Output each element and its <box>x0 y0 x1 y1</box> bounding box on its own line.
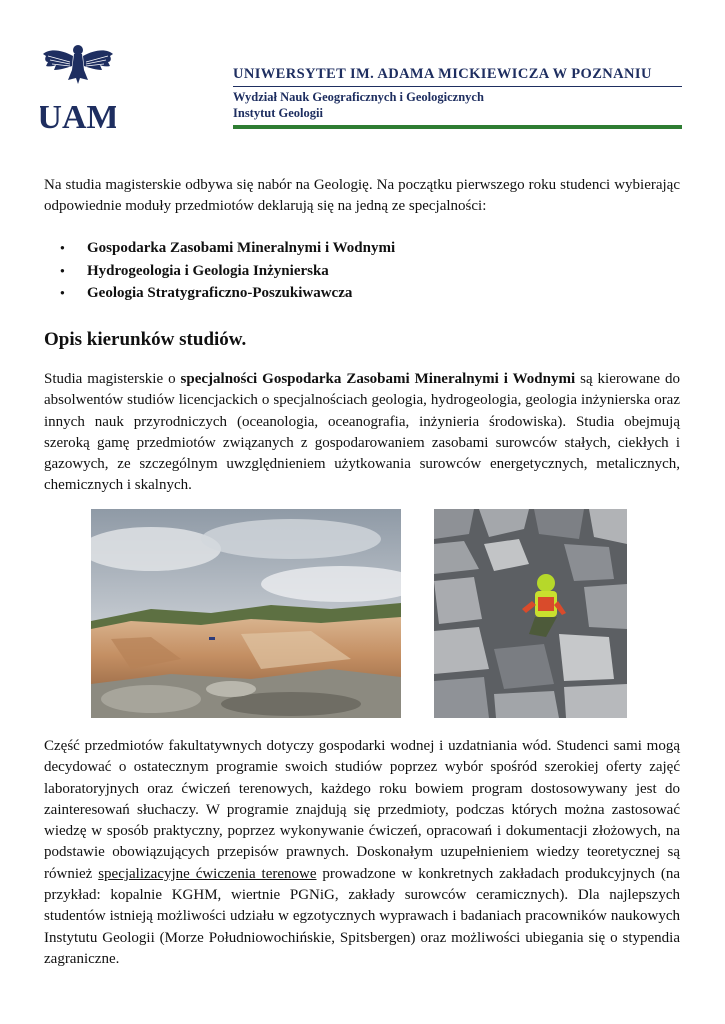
description-suffix: są kierowane do absolwentów studiów licencjackich o specjalnościach geologia, hydrogeologia, geologia inżynierska oraz innych nauk przyrodniczych (oceanologia, oceanografia, inżynieria środowiska). Studia obejmują szeroką gamę przedmiotów związanych z gospodarowaniem zasobami surowców stałych, ciekłych i gazowych, ze szczególnym uwzględnieniem użytkowania surowców energetycznych, metalicznych, chemicznych i skalnych. <box>44 371 680 494</box>
logo-lettering: UAM <box>40 99 116 132</box>
quarry-photo <box>91 509 401 718</box>
field-exercises-link[interactable]: specjalizacyjne ćwiczenia terenowe <box>98 865 317 882</box>
header-rule-green <box>233 125 682 129</box>
section-heading: Opis kierunków studiów. <box>44 329 247 350</box>
specialization-item: ● Geologia Stratygraficzno-Poszukiwawcza <box>60 282 395 305</box>
header-rule-navy <box>233 86 682 87</box>
description-bold: specjalności Gospodarka Zasobami Mineralnymi i Wodnymi <box>180 371 576 387</box>
specialization-list <box>60 237 395 305</box>
institute-name: Instytut Geologii <box>233 106 323 120</box>
uam-logo <box>40 40 116 132</box>
faculty-name: Wydział Nauk Geograficznych i Geologicznych <box>233 90 484 104</box>
details-part1: Część przedmiotów fakultatywnych dotyczy gospodarki wodnej i uzdatniania wód. Studenci sami mogą decydować o ostatecznym programie swoich studiów poprzez wybór spośród szerokiej oferty zajęć laboratoryjnych oraz ćwiczeń terenowych, każdego roku bowiem program dostosowywany jest do zainteresowań słuchaczy. W programie znajdują się przedmioty, podczas których można zastosować wiedzę w sposób praktyczny, poprzez wykonywanie ćwiczeń, opracowań i dokumentacji złożowych, na podstawie obowiązujących przepisów prawnych. Doskonałym uzupełnieniem wiedzy teoretycznej są również <box>44 738 680 882</box>
rocks-photo <box>434 509 627 718</box>
description-prefix: Studia magisterskie o <box>44 371 181 387</box>
details-part2: prowadzone w konkretnych zakładach produkcyjnych (na przykład: kopalnie KGHM, wiertnie PGNiG, zakłady surowców ceramicznych). Dla najlepszych studentów istnieją możliwości udziału w egzotycznych wyprawach i badaniach pracowników naukowych Instytutu Geologii (Morze Południowochińskie, Spitsbergen) oraz możliwości ubiegania się o stypendia zagraniczne. <box>44 865 681 967</box>
university-name: UNIWERSYTET IM. ADAMA MICKIEWICZA W POZNANIU <box>233 66 652 82</box>
description-paragraph <box>44 369 680 497</box>
specialization-item: ● Hydrogeologia i Geologia Inżynierska <box>60 260 395 283</box>
details-paragraph <box>44 736 680 970</box>
specialization-item: ● Gospodarka Zasobami Mineralnymi i Wodnymi <box>60 237 395 260</box>
intro-paragraph: Na studia magisterskie odbywa się nabór na Geologię. Na początku pierwszego roku studenci wybierając odpowiednie moduły przedmiotów deklarują się na jedną ze specjalności: <box>44 177 680 215</box>
